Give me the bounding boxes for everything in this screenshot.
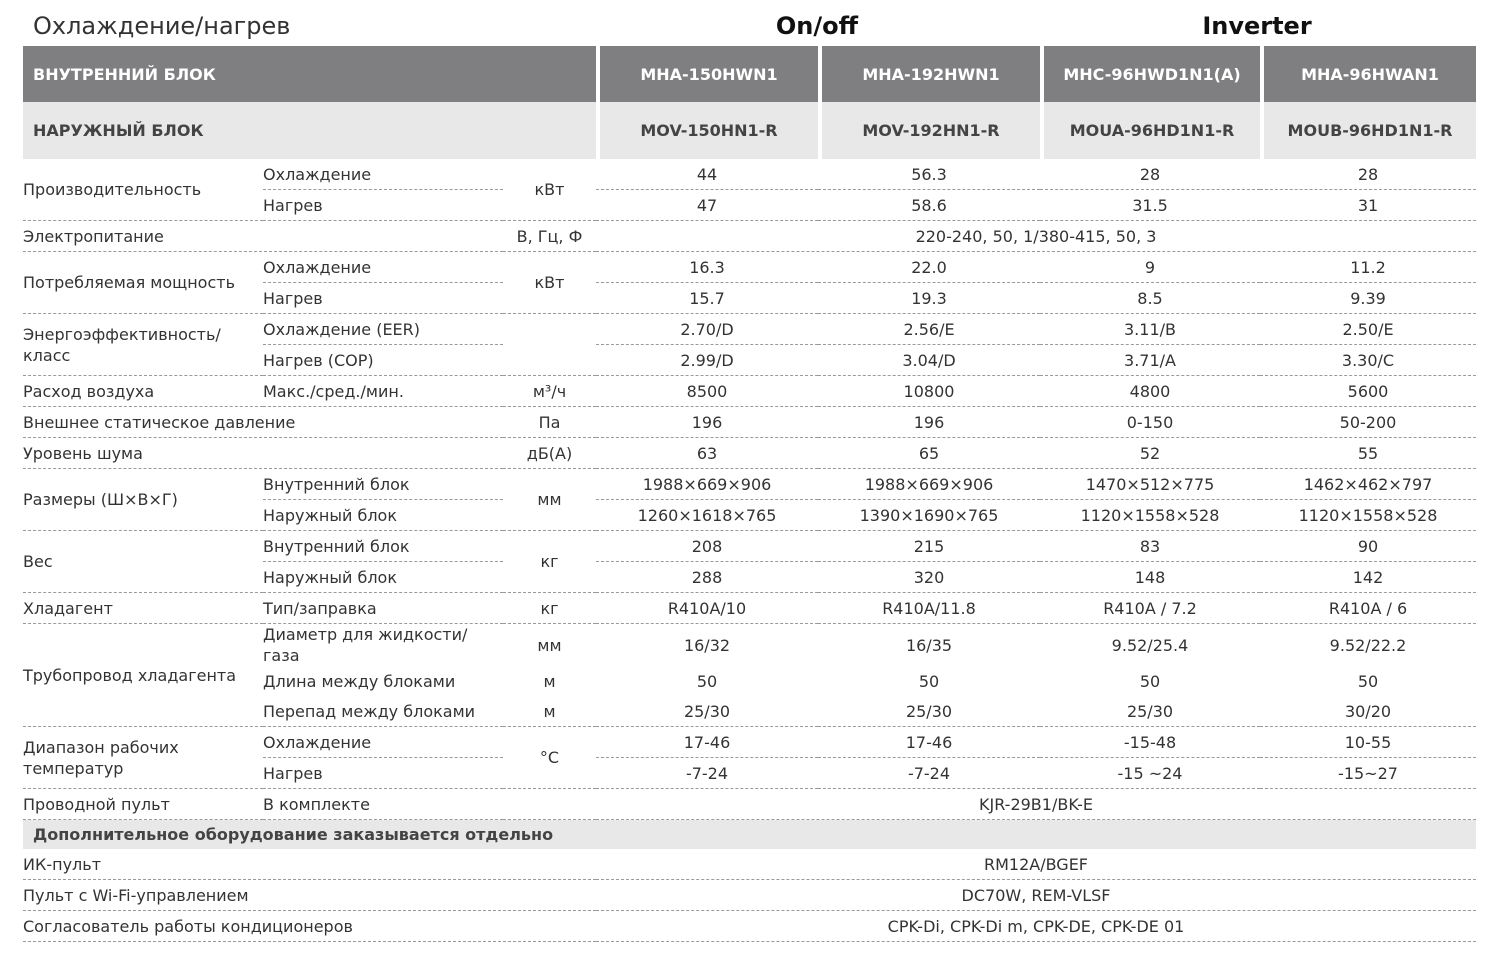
cell-value: 3.11/B: [1040, 314, 1260, 345]
table-row: [23, 314, 1476, 345]
page-title: Охлаждение/нагрев: [33, 12, 291, 40]
row-label: Размеры (Ш×В×Г): [23, 469, 263, 531]
cell-value: 44: [596, 159, 818, 190]
cell-value: 208: [596, 531, 818, 562]
cell-value-merged: 220-240, 50, 1/380-415, 50, 3: [596, 221, 1476, 252]
row-sublabel: Наружный блок: [263, 562, 503, 593]
cell-value: 288: [596, 562, 818, 593]
cell-value: 50: [1357, 671, 1379, 691]
cell-value: 50-200: [1260, 407, 1476, 438]
cell-value: 2.56/E: [818, 314, 1040, 345]
row-sublabel: Охлаждение: [263, 252, 503, 283]
row-sublabel: Охлаждение: [263, 727, 503, 758]
cell-value: R410A / 6: [1260, 593, 1476, 624]
cell-value: R410A / 7.2: [1040, 593, 1260, 624]
table-row: [23, 849, 1476, 880]
cell-value: 10800: [818, 376, 1040, 407]
row-sublabel: Нагрев: [263, 758, 503, 789]
row-label: Согласователь работы кондиционеров: [23, 911, 596, 942]
table-row: [23, 252, 1476, 283]
row-unit: кВт: [503, 159, 596, 221]
row-label: Потребляемая мощность: [23, 252, 263, 314]
indoor-model: MHA-150HWN1: [600, 46, 818, 102]
spec-table: [23, 46, 1476, 942]
cell-value: 25/30: [818, 696, 1040, 727]
cell-value: 10-55: [1260, 727, 1476, 758]
indoor-model: MHC-96HWD1N1(A): [1044, 46, 1260, 102]
cell-value: -15~27: [1260, 758, 1476, 789]
row-sublabel: Внутренний блок: [263, 469, 503, 500]
outdoor-model: MOUB-96HD1N1-R: [1264, 102, 1476, 159]
cell-value: 50: [1139, 671, 1161, 691]
row-label: Трубопровод хладагента: [23, 624, 263, 727]
table-row: [23, 407, 1476, 438]
cell-value: 3.30/C: [1260, 345, 1476, 376]
cell-value: 58.6: [818, 190, 1040, 221]
table-row: [23, 469, 1476, 500]
table-row: [23, 376, 1476, 407]
table-row: [23, 624, 1476, 666]
row-label: Уровень шума: [23, 438, 503, 469]
cell-value: 11.2: [1260, 252, 1476, 283]
cell-value: 25/30: [1040, 696, 1260, 727]
cell-value: 16/32: [683, 635, 731, 655]
row-label: ИК-пульт: [23, 849, 596, 880]
row-label: Энергоэффективность/ класс: [23, 314, 263, 376]
table-row: [23, 531, 1476, 562]
cell-value: 8.5: [1040, 283, 1260, 314]
cell-value: 22.0: [818, 252, 1040, 283]
cell-value: 2.50/E: [1260, 314, 1476, 345]
section-header-row: [23, 820, 1476, 849]
cell-value: 16/35: [905, 635, 953, 655]
cell-value: 142: [1260, 562, 1476, 593]
optional-section-title: Дополнительное оборудование заказывается отдельно: [23, 820, 1476, 849]
cell-value: 1120×1558×528: [1260, 500, 1476, 531]
row-unit: дБ(А): [503, 438, 596, 469]
cell-value: 31.5: [1040, 190, 1260, 221]
outdoor-model: MOUA-96HD1N1-R: [1044, 102, 1260, 159]
row-unit: м³/ч: [503, 376, 596, 407]
cell-value: 215: [818, 531, 1040, 562]
row-unit: кВт: [503, 252, 596, 314]
cell-value: 52: [1040, 438, 1260, 469]
cell-value: 1462×462×797: [1260, 469, 1476, 500]
cell-value: 3.04/D: [818, 345, 1040, 376]
row-sublabel: Макс./сред./мин.: [263, 376, 503, 407]
cell-value: 15.7: [596, 283, 818, 314]
table-row: [23, 159, 1476, 190]
row-label: Расход воздуха: [23, 376, 263, 407]
cell-value: 65: [818, 438, 1040, 469]
row-unit: кг: [503, 531, 596, 593]
row-label: Диапазон рабочих температур: [23, 727, 263, 789]
row-unit: Па: [503, 407, 596, 438]
cell-value: 320: [818, 562, 1040, 593]
indoor-model: MHA-192HWN1: [822, 46, 1040, 102]
cell-value: 1120×1558×528: [1040, 500, 1260, 531]
cell-value: R410A/10: [596, 593, 818, 624]
cell-value-merged: RM12A/BGEF: [596, 849, 1476, 880]
row-sublabel: Длина между блоками: [263, 671, 456, 691]
outdoor-model: MOV-150HN1-R: [600, 102, 818, 159]
table-row: [23, 880, 1476, 911]
cell-value: 28: [1040, 159, 1260, 190]
indoor-unit-label: ВНУТРЕННИЙ БЛОК: [23, 46, 596, 102]
row-unit: мм: [537, 635, 562, 655]
cell-value: 3.71/A: [1040, 345, 1260, 376]
cell-value: 19.3: [818, 283, 1040, 314]
row-label: Проводной пульт: [23, 789, 263, 820]
cell-value: 17-46: [596, 727, 818, 758]
row-unit: м: [543, 671, 556, 691]
cell-value: 9.52/25.4: [1111, 635, 1189, 655]
cell-value: 8500: [596, 376, 818, 407]
cell-value: 17-46: [818, 727, 1040, 758]
cell-value-merged: CPK-Di, CPK-Di m, CPK-DE, CPK-DE 01: [596, 911, 1476, 942]
cell-value-merged: KJR-29B1/BK-E: [596, 789, 1476, 820]
cell-value: -15 ~24: [1040, 758, 1260, 789]
row-sublabel: В комплекте: [263, 789, 503, 820]
row-sublabel: Внутренний блок: [263, 531, 503, 562]
header-row-outdoor: [23, 102, 1476, 159]
cell-value: R410A/11.8: [818, 593, 1040, 624]
row-label: Производительность: [23, 159, 263, 221]
row-unit: В, Гц, Ф: [503, 221, 596, 252]
row-unit: [503, 789, 596, 820]
cell-value: 148: [1040, 562, 1260, 593]
cell-value: 16.3: [596, 252, 818, 283]
cell-value: 1470×512×775: [1040, 469, 1260, 500]
indoor-model: MHA-96HWAN1: [1264, 46, 1476, 102]
cell-value: 2.99/D: [596, 345, 818, 376]
row-sublabel: Нагрев: [263, 283, 503, 314]
row-sublabel: Охлаждение (EER): [263, 314, 503, 345]
cell-value: 9.39: [1260, 283, 1476, 314]
cell-value: 30/20: [1260, 696, 1476, 727]
cell-value: 90: [1260, 531, 1476, 562]
row-label: Внешнее статическое давление: [23, 407, 503, 438]
row-sublabel: Перепад между блоками: [263, 696, 503, 727]
cell-value: 1988×669×906: [596, 469, 818, 500]
cell-value: 28: [1260, 159, 1476, 190]
table-row: [23, 727, 1476, 758]
cell-value: 196: [596, 407, 818, 438]
cell-value: 0-150: [1040, 407, 1260, 438]
row-sublabel: Нагрев (COP): [263, 345, 503, 376]
cell-value: 4800: [1040, 376, 1260, 407]
cell-value: 1260×1618×765: [596, 500, 818, 531]
row-label: Вес: [23, 531, 263, 593]
cell-value: 5600: [1260, 376, 1476, 407]
outdoor-unit-label: НАРУЖНЫЙ БЛОК: [23, 102, 596, 159]
row-label: Хладагент: [23, 593, 263, 624]
row-label: Электропитание: [23, 221, 503, 252]
cell-value: 50: [918, 671, 940, 691]
cell-value: 47: [596, 190, 818, 221]
cell-value: 9.52/22.2: [1329, 635, 1407, 655]
table-row: [23, 593, 1476, 624]
cell-value: 31: [1260, 190, 1476, 221]
cell-value: 1390×1690×765: [818, 500, 1040, 531]
outdoor-model: MOV-192HN1-R: [822, 102, 1040, 159]
cell-value: 63: [596, 438, 818, 469]
cell-value: 196: [818, 407, 1040, 438]
cell-value: 2.70/D: [596, 314, 818, 345]
cell-value: 9: [1040, 252, 1260, 283]
group-heading-on-off: On/off: [775, 12, 859, 40]
table-row: [23, 438, 1476, 469]
table-row: [23, 789, 1476, 820]
row-sublabel: Тип/заправка: [263, 593, 503, 624]
row-unit: [503, 314, 596, 376]
table-row: [23, 221, 1476, 252]
cell-value: 50: [696, 671, 718, 691]
header-row-indoor: [23, 46, 1476, 102]
row-sublabel: Наружный блок: [263, 500, 503, 531]
row-sublabel: Охлаждение: [263, 159, 503, 190]
row-sublabel: Диаметр для жидкости/ газа: [263, 625, 468, 665]
row-sublabel: Нагрев: [263, 190, 503, 221]
row-unit: мм: [503, 469, 596, 531]
cell-value: 56.3: [818, 159, 1040, 190]
cell-value: 25/30: [596, 696, 818, 727]
row-unit: м: [503, 696, 596, 727]
cell-value-merged: DC70W, REM-VLSF: [596, 880, 1476, 911]
cell-value: 83: [1040, 531, 1260, 562]
table-row: [23, 911, 1476, 942]
group-heading-inverter: Inverter: [1202, 12, 1312, 40]
row-unit: °C: [503, 727, 596, 789]
row-label: Пульт с Wi-Fi-управлением: [23, 880, 596, 911]
cell-value: -7-24: [596, 758, 818, 789]
cell-value: -15-48: [1040, 727, 1260, 758]
cell-value: -7-24: [818, 758, 1040, 789]
row-unit: кг: [503, 593, 596, 624]
cell-value: 1988×669×906: [818, 469, 1040, 500]
cell-value: 55: [1260, 438, 1476, 469]
